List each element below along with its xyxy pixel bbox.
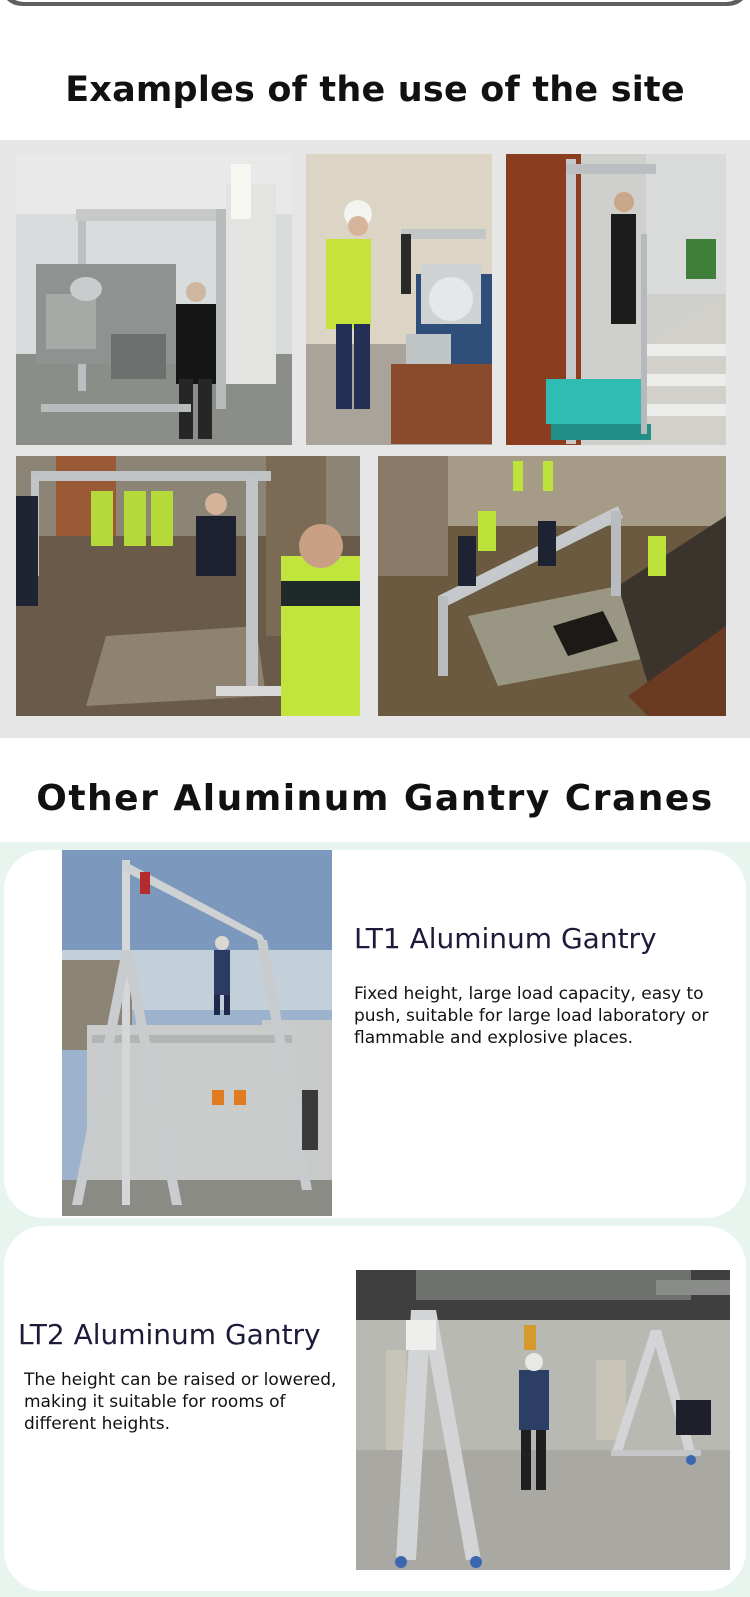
example-photo-lab (16, 154, 292, 445)
lt1-product-title[interactable]: LT1 Aluminum Gantry (354, 922, 657, 955)
product-card-lt1[interactable] (4, 850, 746, 1218)
lt2-product-photo (356, 1270, 730, 1570)
examples-section-title: Examples of the use of the site (65, 70, 685, 110)
example-photo-manhole (378, 456, 726, 716)
example-photo-crew (16, 456, 360, 716)
product-card-lt2[interactable] (4, 1226, 746, 1591)
lt2-product-title[interactable]: LT2 Aluminum Gantry (18, 1318, 321, 1351)
example-photo-pump (306, 154, 492, 445)
lt1-product-photo (62, 850, 332, 1216)
lt1-product-description: Fixed height, large load capacity, easy to push, suitable for large load laboratory or flammable and explosive places. (354, 984, 709, 1048)
top-banner-edge (0, 0, 750, 16)
example-photo-stairs (506, 154, 726, 445)
other-products-section-title: Other Aluminum Gantry Cranes (36, 778, 714, 819)
site-examples-gallery (0, 140, 750, 738)
lt2-product-description: The height can be raised or lowered, making it suitable for rooms of different heights. (24, 1370, 337, 1434)
